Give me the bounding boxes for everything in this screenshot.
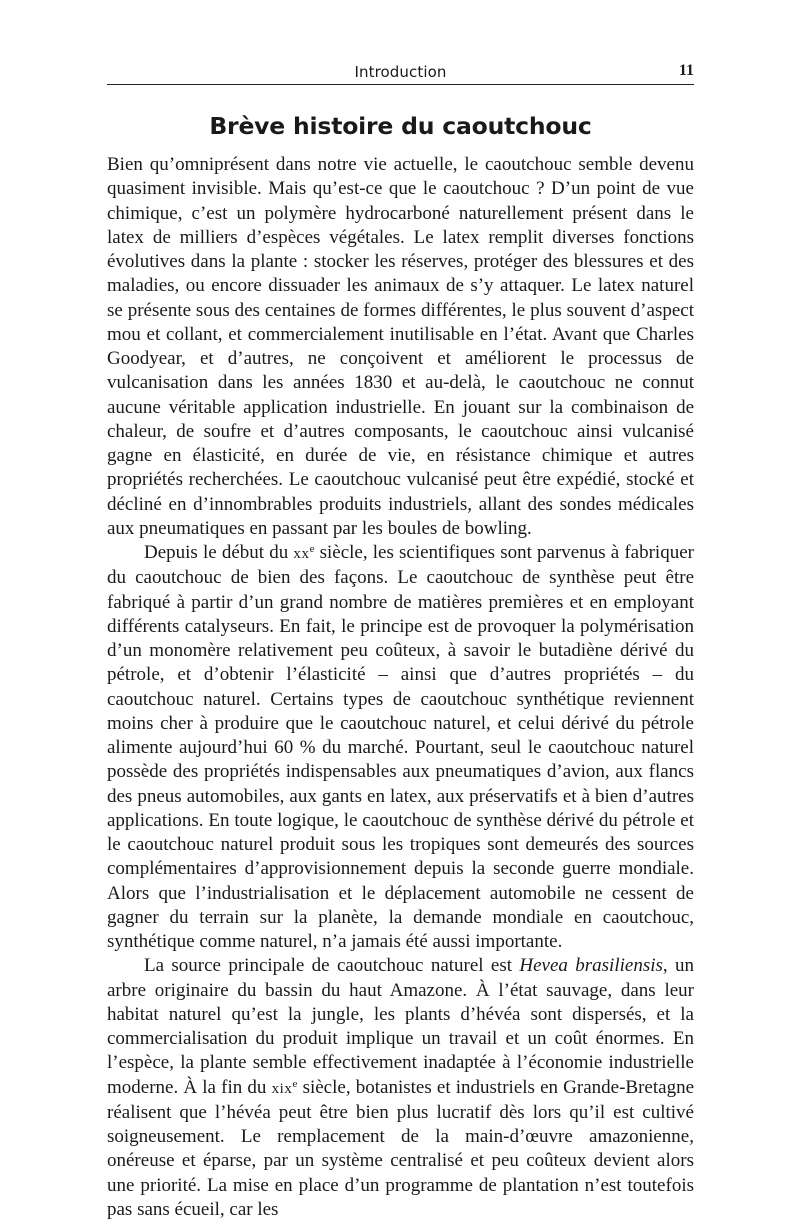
chapter-title: Brève histoire du caoutchouc [209, 112, 592, 140]
century-superscript: e [309, 543, 315, 555]
running-head-section: Introduction [354, 63, 447, 81]
species-name: Hevea brasiliensis [519, 955, 663, 977]
century-superscript: e [292, 1077, 298, 1090]
page-number: 11 [678, 62, 694, 79]
paragraph-3-rest: siècle, botanistes et industriels en Grande-Bretagne réalisent que l’hévéa peut être bien plus lucratif dès lors qu’il est cultivé soigneusement. Le remplacement de la main-d’œuvre amazonienne, onéreuse et éparse, par un système centralisé et peu coûteux devient alors une priorité. La mise en place d’un programme de plantation n’est toutefois pas sans écueil, car les [107, 1076, 694, 1220]
century-numeral: xx [293, 546, 310, 562]
paragraph-3-middle: , un arbre originaire du bassin du haut Amazone. À l’état sauvage, dans leur habitat naturel qu’est la jungle, les plants d’hévéa sont dispersés, et la commercialisation du produit implique un travail et un coût énormes. En l’espèce, la plante semble effectivement inadaptée à l’économie industrielle moderne. À la fin du [107, 955, 695, 1098]
running-head [107, 62, 694, 85]
paragraph-2 [107, 541, 694, 954]
paragraph-3 [107, 954, 694, 1222]
paragraph-2-start: Depuis le début du [144, 542, 294, 563]
paragraph-2-rest: siècle, les scientifiques sont parvenus à fabriquer du caoutchouc de bien des façons. Le caoutchouc de synthèse peut être fabriqué à partir d’un grand nombre de matières premières et en employant différents catalyseurs. En fait, le principe est de provoquer la polymérisation d’un monomère relativement peu coûteux, à savoir le butadiène dérivé du pétrole, et d’obtenir l’élasticité – ainsi que d’autres propriétés – du caoutchouc naturel. Certains types de caoutchouc synthétique reviennent moins cher à produire que le caoutchouc naturel, et celui dérivé du pétrole alimente aujourd’hui 60 % du marché. Pourtant, seul le caoutchouc naturel possède des propriétés indispensables aux pneumatiques d’avion, aux flancs des pneus automobiles, aux gants en latex, aux préservatifs et à bien d’autres applications. En toute logique, le caoutchouc de synthèse dérivé du pétrole et le caoutchouc naturel produit sous les tropiques sont demeurés des sources complémentaires d’approvisionnement depuis la seconde guerre mondiale. Alors que l’industrialisation et le déplacement automobile ne cessent de gagner du terrain sur la planète, la demande mondiale en caoutchouc, synthétique comme naturel, n’a jamais été aussi importante. [107, 542, 694, 952]
paragraph-1: Bien qu’omniprésent dans notre vie actuelle, le caoutchouc semble devenu quasiment invisible. Mais qu’est-ce que le caoutchouc ? D’un point de vue chimique, c’est un polymère hydrocarboné naturellement présent dans le latex de milliers d’espèces végétales. Le latex remplit diverses fonctions évolutives dans la plante : stocker les réserves, protéger des blessures et des maladies, ou encore dissuader les animaux de s’y attaquer. Le latex naturel se présente sous des centaines de formes différentes, le plus souvent d’aspect mou et collant, et commercialement inutilisable en l’état. Avant que Charles Goodyear, et d’autres, ne conçoivent et améliorent le processus de vulcanisation dans les années 1830 et au-delà, le caoutchouc ne connut aucune véritable application industrielle. En jouant sur la combinaison de chaleur, de soufre et d’autres composants, le caoutchouc ainsi vulcanisé gagne en élasticité, en durée de vie, en résistance chimique et autres propriétés recherchées. Le caoutchouc vulcanisé peut être expédié, stocké et décliné en d’innombrables produits industriels, allant des sondes médicales aux pneumatiques en passant par les boules de bowling. [107, 154, 694, 539]
century-numeral: xix [271, 1080, 293, 1097]
body-text [107, 153, 694, 1222]
paragraph-3-start: La source principale de caoutchouc naturel est [144, 955, 520, 977]
